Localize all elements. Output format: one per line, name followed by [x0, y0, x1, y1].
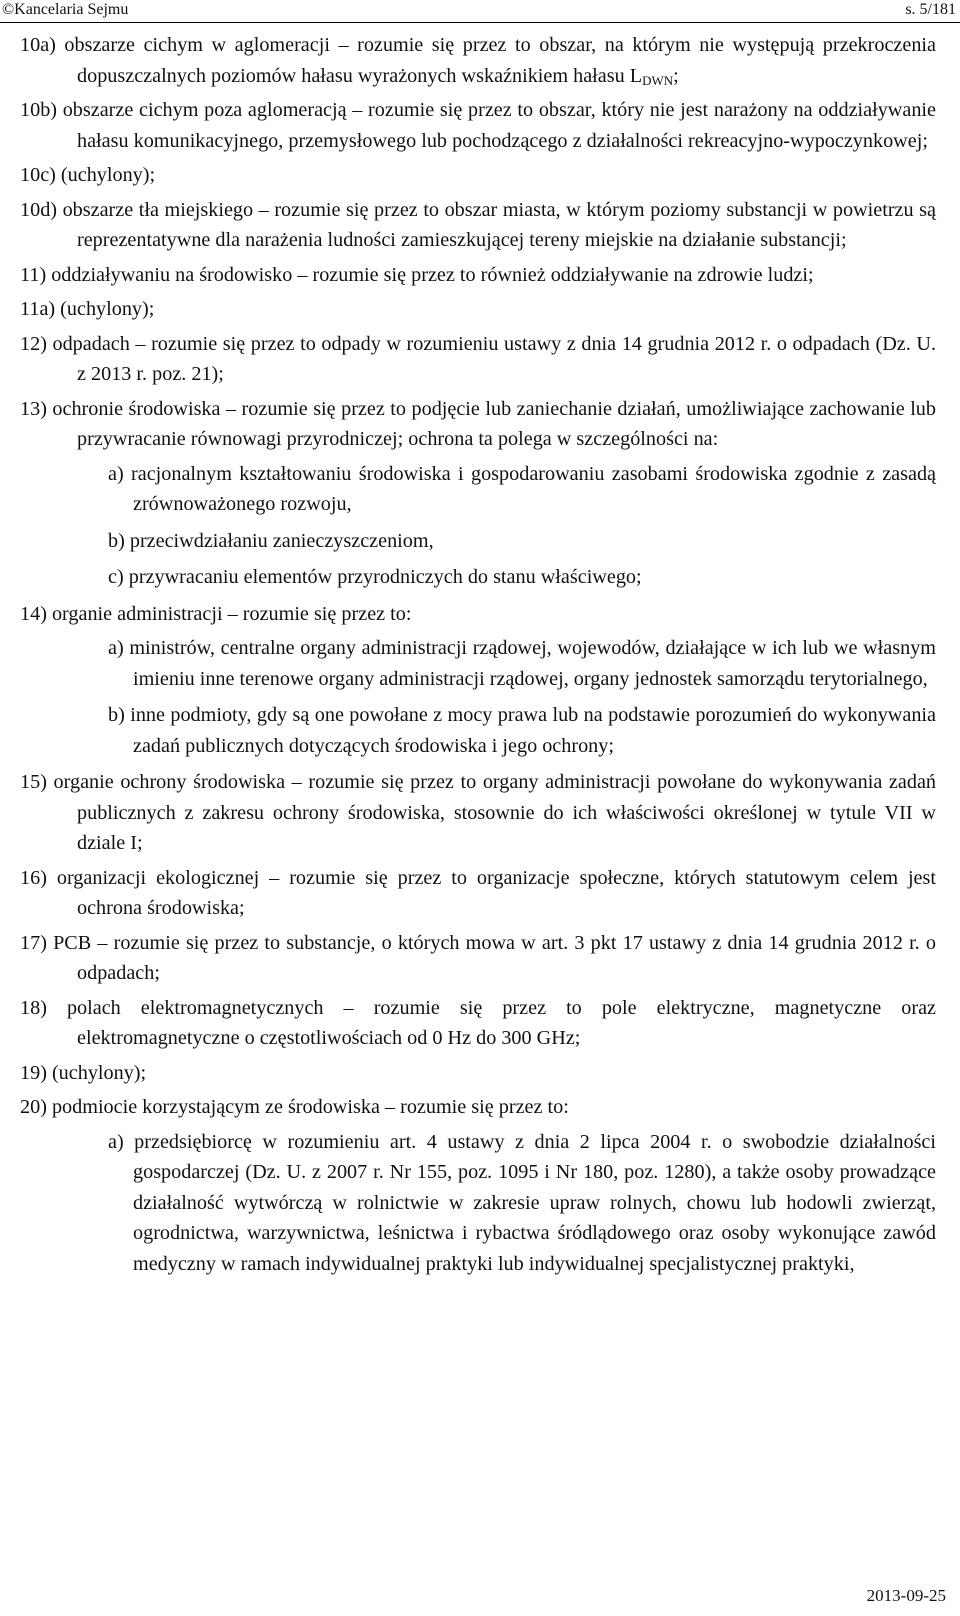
definition-20a: a) przedsiębiorcę w rozumieniu art. 4 ustawy z dnia 2 lipca 2004 r. o swobodzie działalności gospodarczej (Dz. U. z 2007 r. Nr 155, poz. 1095 i Nr 180, poz. 1280), a także osoby prowadzące działalność wytwórczą w rolnictwie w zakresie upraw rolnych, chowu lub hodowli zwierząt, ogrodnictwa, warzywnictwa, leśnictwa i rybactwa śródlądowego oraz osoby wykonujące zawód medyczny w ramach indywidualnej praktyki lub indywidualnej specjalistycznej praktyki,: [108, 1130, 936, 1275]
definition-16: 16) organizacji ekologicznej – rozumie się przez to organizacje społeczne, których statutowym celem jest ochrona środowiska;: [20, 866, 936, 919]
definition-10c: 10c) (uchylony);: [20, 164, 156, 186]
definition-20: 20) podmiocie korzystającym ze środowiska – rozumie się przez to:: [20, 1096, 569, 1118]
definition-12: 12) odpadach – rozumie się przez to odpady w rozumieniu ustawy z dnia 14 grudnia 2012 r. o odpadach (Dz. U. z 2013 r. poz. 21);: [20, 332, 936, 385]
document-body: [20, 30, 936, 1285]
definition-14b: b) inne podmioty, gdy są one powołane z mocy prawa lub na podstawie porozumień do wykonywania zadań publicznych dotyczących środowiska i jego ochrony;: [108, 704, 936, 757]
header-page-number: s. 5/181: [905, 1, 956, 18]
definition-11: 11) oddziaływaniu na środowisko – rozumie się przez to również oddziaływanie na zdrowie ludzi;: [20, 263, 814, 286]
definition-19: 19) (uchylony);: [20, 1061, 147, 1084]
definition-14a: a) ministrów, centralne organy administracji rządowej, wojewodów, działające w ich lub we własnym imieniu inne terenowe organy administracji rządowej, organy jednostek samorządu terytorialnego,: [108, 637, 936, 690]
definition-10a-subscript: DWN: [642, 72, 674, 88]
definition-13a: a) racjonalnym kształtowaniu środowiska i gospodarowaniu zasobami środowiska zgodnie z zasadą zrównoważonego rozwoju,: [108, 462, 936, 515]
definition-13b: b) przeciwdziałaniu zanieczyszczeniom,: [108, 529, 434, 552]
definition-10a-end: ;: [673, 64, 679, 87]
definition-10b: 10b) obszarze cichym poza aglomeracją – rozumie się przez to obszar, który nie jest narażony na oddziaływanie hałasu komunikacyjnego, przemysłowego lub pochodzącego z działalności rekreacyjno-wypoczynkowej;: [20, 99, 936, 152]
definition-10d: 10d) obszarze tła miejskiego – rozumie się przez to obszar miasta, w którym poziomy substancji w powietrzu są reprezentatywne dla narażenia ludności zamieszkującej tereny miejskie na działanie substancji;: [20, 198, 936, 251]
definition-11a: 11a) (uchylony);: [20, 298, 155, 320]
definition-13c: c) przywracaniu elementów przyrodniczych do stanu właściwego;: [108, 566, 642, 588]
definition-17: 17) PCB – rozumie się przez to substancje, o których mowa w art. 3 pkt 17 ustawy z dnia 14 grudnia 2012 r. o odpadach;: [20, 931, 936, 984]
header-copyright: ©Kancelaria Sejmu: [2, 1, 129, 18]
definition-15: 15) organie ochrony środowiska – rozumie się przez to organy administracji powołane do wykonywania zadań publicznych z zakresu ochrony środowiska, stosownie do ich właściwości określonej w tytule VII w dziale I;: [20, 771, 936, 854]
definition-10a-text: 10a) obszarze cichym w aglomeracji – rozumie się przez to obszar, na którym nie występują przekroczenia dopuszczalnych poziomów hałasu wyrażonych wskaźnikiem hałasu L: [20, 34, 936, 87]
definition-14: 14) organie administracji – rozumie się przez to:: [20, 602, 412, 625]
page-header: [0, 0, 960, 23]
definition-13: 13) ochronie środowiska – rozumie się przez to podjęcie lub zaniechanie działań, umożliwiające zachowanie lub przywracanie równowagi przyrodniczej; ochrona ta polega w szczególności na:: [20, 397, 936, 450]
definition-10a: [20, 30, 936, 91]
definition-18: 18) polach elektromagnetycznych – rozumie się przez to pole elektryczne, magnetyczne oraz elektromagnetyczne o częstotliwościach od 0 Hz do 300 GHz;: [20, 996, 936, 1049]
footer-date: 2013-09-25: [866, 1586, 946, 1605]
